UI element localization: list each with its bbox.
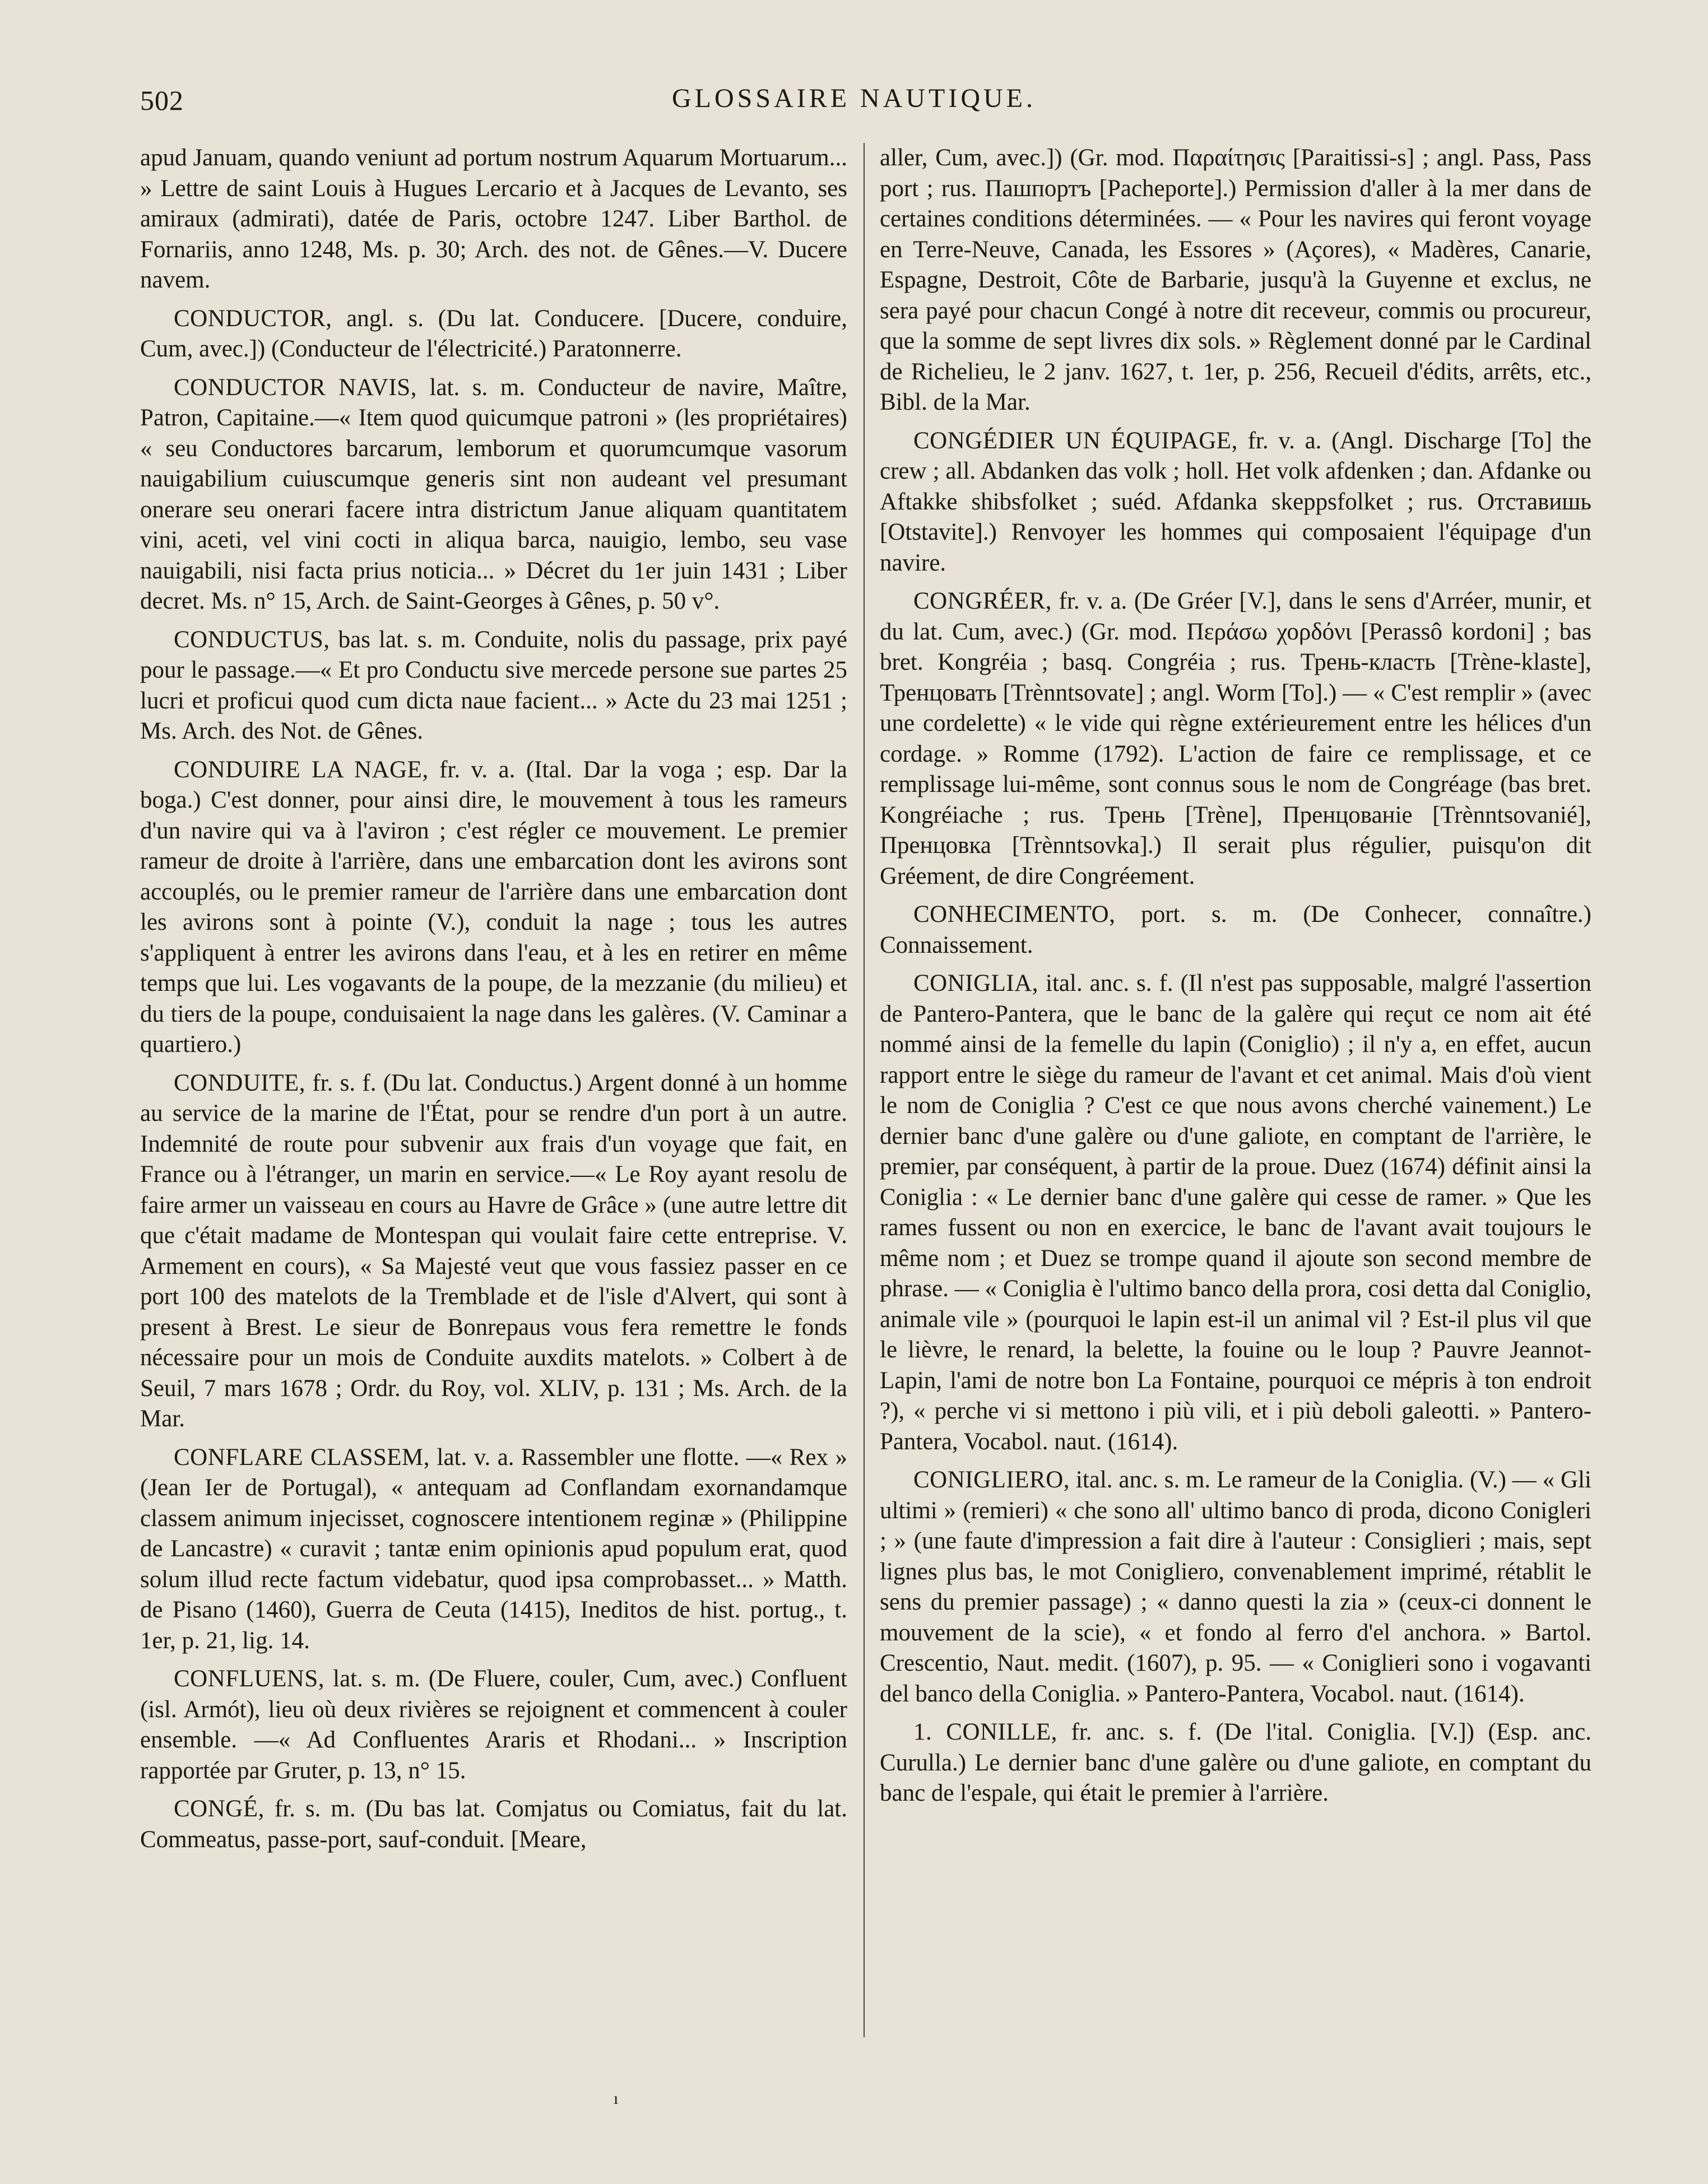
entry-headword: CONDUCTUS, xyxy=(174,626,330,653)
running-head: GLOSSAIRE NAUTIQUE. xyxy=(672,84,1036,113)
entry-text: fr. s. f. (Du lat. Conductus.) Argent donné à un homme au service de la marine de l'État, pour se rendre d'un port à un autre. Indemnité de route pour subvenir aux frais d'un voyage que fait, en France ou à l'étranger, un marin en service.—« Le Roy ayant resolu de faire armer un vaisseau en cours au Havre de Grâce » (une autre lettre dit que c'était madame de Montespan qui voulait faire cette entreprise. V. Armement en cours), « Sa Majesté veut que vous fassiez passer en ce port 100 des matelots de la Tremblade et de l'isle d'Alvert, qui sont à present à Brest. Le sieur de Bonrepaus vous fera remettre le fonds nécessaire pour un mois de Conduite auxdits matelots. » Colbert à de Seuil, 7 mars 1678 ; Ordr. du Roy, vol. XLIV, p. 131 ; Ms. Arch. de la Mar. xyxy=(140,1069,848,1432)
entry-headword: CONGÉDIER UN ÉQUIPAGE, xyxy=(913,427,1238,454)
footer-mark: ı xyxy=(614,2089,619,2108)
page-number: 502 xyxy=(140,85,184,116)
entry-congreer xyxy=(880,586,1591,892)
entry-text: apud Januam, quando veniunt ad portum nostrum Aquarum Mortuarum... » Lettre de saint Louis à Hugues Lercario et à Jacques de Levanto, ses amiraux (admirati), datée de Paris, octobre 1247. Liber Barthol. de Fornariis, anno 1248, Ms. p. 30; Arch. des not. de Gênes.—V. Ducere navem. xyxy=(140,145,847,293)
entry-text: ital. anc. s. m. Le rameur de la Coniglia. (V.) — « Gli ultimi » (remieri) « che sono all' ultimo banco di proda, dicono Conigleri ; » (une faute d'impression a fait dire à l'auteur : Consiglieri ; mais, sept lignes plus bas, le mot Conigliero, convenablement imprimé, rétablit le sens du premier passage) ; « danno questi la zia » (ceux-ci donnent le mouvement de la scie), « et fondo al ferro d'el anchora. » Bartol. Crescentio, Naut. medit. (1607), p. 95. — « Coniglieri sono i vogavanti del banco della Coniglia. » Pantero-Pantera, Vocabol. naut. (1614). xyxy=(880,1467,1591,1707)
entry-conigliero xyxy=(880,1465,1591,1709)
entry-text: lat. s. m. Conducteur de navire, Maître, Patron, Capitaine.—« Item quod quicumque patroni » (les propriétaires) « seu Conductores barcarum, lemborum et quorumcumque vasorum nauigabilium cuiuscumque generis sint non audeant vel presumant onerare seu onerari facere intra districtum Janue aliquam quantitatem vini, aceti, vel vini cocti in aliqua barca, nauigio, lembo, seu vase nauigabili, nisi facta prius noticia... » Décret du 1er juin 1431 ; Liber decret. Ms. n° 15, Arch. de Saint-Georges à Gênes, p. 50 v°. xyxy=(140,374,847,614)
entry-text: ital. anc. s. f. (Il n'est pas supposable, malgré l'assertion de Pantero-Pantera, que le banc de la galère qui reçut ce nom ait été nommé ainsi de la femelle du lapin (Coniglio) ; il n'y a, en effet, aucun rapport entre le siège du rameur de l'avant et cet animal. Mais d'où vient le nom de Coniglia ? C'est ce que nous avons cherché vainement.) Le dernier banc d'une galère ou d'une galiote, en comptant de l'arrière, le premier, par conséquent, à partir de la proue. Duez (1674) définit ainsi la Coniglia : « Le dernier banc d'une galère qui cesse de ramer. » Que les rames fussent ou non en exercice, le banc de l'avant avait toujours le même nom ; et Duez se trompe quand il ajoute son second membre de phrase. — « Coniglia è l'ultimo banco della prora, cosi detta dal Coniglio, animale vile » (pourquoi le lapin est-il un animal vil ? Est-il plus vil que le lièvre, le renard, la belette, la fouine ou le loup ? Pauvre Jeannot-Lapin, l'ami de notre bon La Fontaine, pourquoi ce mépris à ton endroit ?), « perche vi si mettono i più vili, et i più deboli galeotti. » Pantero-Pantera, Vocabol. naut. (1614). xyxy=(880,970,1591,1455)
left-column xyxy=(140,143,847,1863)
entry-conduire-la-nage xyxy=(140,755,847,1060)
entry-coniglia xyxy=(880,968,1591,1457)
entry-congedier-un-equipage xyxy=(880,426,1591,579)
entry-headword: CONGÉ, xyxy=(174,1796,264,1822)
entry-headword: CONHECIMENTO, xyxy=(913,901,1116,928)
entry-conhecimento xyxy=(880,899,1591,961)
entry-confluens xyxy=(140,1664,847,1786)
entry-conge xyxy=(140,1794,847,1855)
entry-conductus xyxy=(140,625,847,747)
entry-headword: CONGRÉER, xyxy=(913,588,1052,614)
entry-headword: CONDUCTOR NAVIS, xyxy=(174,374,417,401)
entry-text: lat. s. m. (De Fluere, couler, Cum, avec.) Confluent (isl. Armót), lieu où deux rivières se rejoignent et commencent à couler ensemble. —« Ad Confluentes Araris et Rhodani... » Inscription rapportée par Gruter, p. 13, n° 15. xyxy=(140,1666,848,1784)
entry-conductor xyxy=(140,304,847,365)
entry-text: aller, Cum, avec.]) (Gr. mod. Παραίτησις [Paraitissi-s] ; angl. Pass, Pass port ; rus. Пашпортъ [Pacheporte].) Permission d'aller à la mer dans de certaines conditions déterminées. — « Pour les navires qui feront voyage en Terre-Neuve, Canada, les Essores » (Açores), « Madères, Canarie, Espagne, Destroit, Côte de Barbarie, jusqu'à la Guyenne et exclus, ne sera payé pour chacun Congé à notre dit receveur, commis ou procureur, que la somme de sept livres dix sols. » Règlement donné par le Cardinal de Richelieu, le 2 janv. 1627, t. 1er, p. 256, Recueil d'édits, arrêts, etc., Bibl. de la Mar. xyxy=(880,145,1591,415)
entry-headword: CONIGLIA, xyxy=(913,970,1039,996)
entry-text: lat. v. a. Rassembler une flotte. —« Rex » (Jean Ier de Portugal), « antequam ad Conflandam exornandamque classem animum injecisset, cognoscere intentionem reginæ » (Philippine de Lancastre) « curavit ; tantæ enim opinionis apud populum erat, quod solum illud recte factum videbatur, quod ipsa comprobasset... » Matth. de Pisano (1460), Guerra de Ceuta (1415), Ineditos de hist. portug., t. 1er, p. 21, lig. 14. xyxy=(140,1444,847,1654)
entry-conductor-navis xyxy=(140,373,847,617)
entry-text: fr. v. a. (Ital. Dar la voga ; esp. Dar la boga.) C'est donner, pour ainsi dire, le mouvement à tous les rameurs d'un navire qui va à l'aviron ; c'est régler ce mouvement. Le premier rameur de droite à l'arrière, dans une embarcation dont les avirons sont accouplés, ou le premier rameur de l'arrière dans une embarcation dont les avirons sont à pointe (V.), conduit la nage ; tous les autres s'appliquent à entrer les avirons dans l'eau, et à les en retirer en même temps que lui. Les vogavants de la poupe, de la mezzanie (du milieu) et du tiers de la poupe, conduisaient la nage dans les galères. (V. Caminar a quartiero.) xyxy=(140,756,847,1058)
column-divider xyxy=(864,143,865,2037)
entry-headword: CONIGLIERO, xyxy=(913,1467,1070,1493)
entry-text: angl. s. (Du lat. Conducere. [Ducere, conduire, Cum, avec.]) (Conducteur de l'électricité.) Paratonnerre. xyxy=(140,305,848,362)
entry-text: port. s. m. (De Conhecer, connaître.) Connaissement. xyxy=(880,901,1591,958)
entry-continuation-apud xyxy=(140,143,847,296)
right-column xyxy=(880,143,1591,1817)
entry-headword: CONDUITE, xyxy=(174,1069,305,1096)
entry-headword: CONFLARE CLASSEM, xyxy=(174,1444,430,1471)
entry-conduite xyxy=(140,1068,847,1435)
entry-text: fr. anc. s. f. (De l'ital. Coniglia. [V.]) (Esp. anc. Curulla.) Le dernier banc d'une galère ou d'une galiote, en comptant du banc de l'espale, qui était le premier à l'arrière. xyxy=(880,1719,1592,1806)
entry-continuation-aller xyxy=(880,143,1591,418)
entry-conflare-classem xyxy=(140,1443,847,1657)
entry-conille xyxy=(880,1717,1591,1809)
entry-text: fr. s. m. (Du bas lat. Comjatus ou Comiatus, fait du lat. Commeatus, passe-port, sauf-conduit. [Meare, xyxy=(140,1796,848,1853)
entry-headword: CONFLUENS, xyxy=(174,1666,325,1692)
entry-text: fr. v. a. (Angl. Discharge [To] the crew ; all. Abdanken das volk ; holl. Het volk afdenken ; dan. Afdanke ou Aftakke shibsfolket ; suéd. Afdanka skeppsfolket ; rus. Отставишь [Otstavite].) Renvoyer les hommes qui composaient l'équipage d'un navire. xyxy=(880,427,1591,576)
entry-headword: CONDUIRE LA NAGE, xyxy=(174,756,429,783)
entry-headword: CONDUCTOR, xyxy=(174,305,332,332)
entry-text: bas lat. s. m. Conduite, nolis du passage, prix payé pour le passage.—« Et pro Conductu sive mercede persone sue partes 25 lucri et proficui quod cum dicta naue facient... » Acte du 23 mai 1251 ; Ms. Arch. des Not. de Gênes. xyxy=(140,626,847,744)
entry-headword: 1. CONILLE, xyxy=(913,1719,1057,1745)
entry-text: fr. v. a. (De Gréer [V.], dans le sens d'Arréer, munir, et du lat. Cum, avec.) (Gr. mod. Περάσω χορδόνι [Perassô kordoni] ; bas bret. Kongréia ; basq. Congréia ; rus. Трень-класть [Trène-klaste], Тренцовать [Trènntsovate] ; angl. Worm [To].) — « C'est remplir » (avec une cordelette) « le vide qui règne extérieurement entre les hélices d'un cordage. » Romme (1792). L'action de faire ce remplissage, et ce remplissage lui-même, sont connus sous le nom de Congréage (bas bret. Kongréiache ; rus. Трень [Trène], Пренцованіе [Trènntsovanié], Пренцовка [Trènntsovka].) Il serait plus régulier, puisqu'on dit Gréement, de dire Congréement. xyxy=(880,588,1592,889)
